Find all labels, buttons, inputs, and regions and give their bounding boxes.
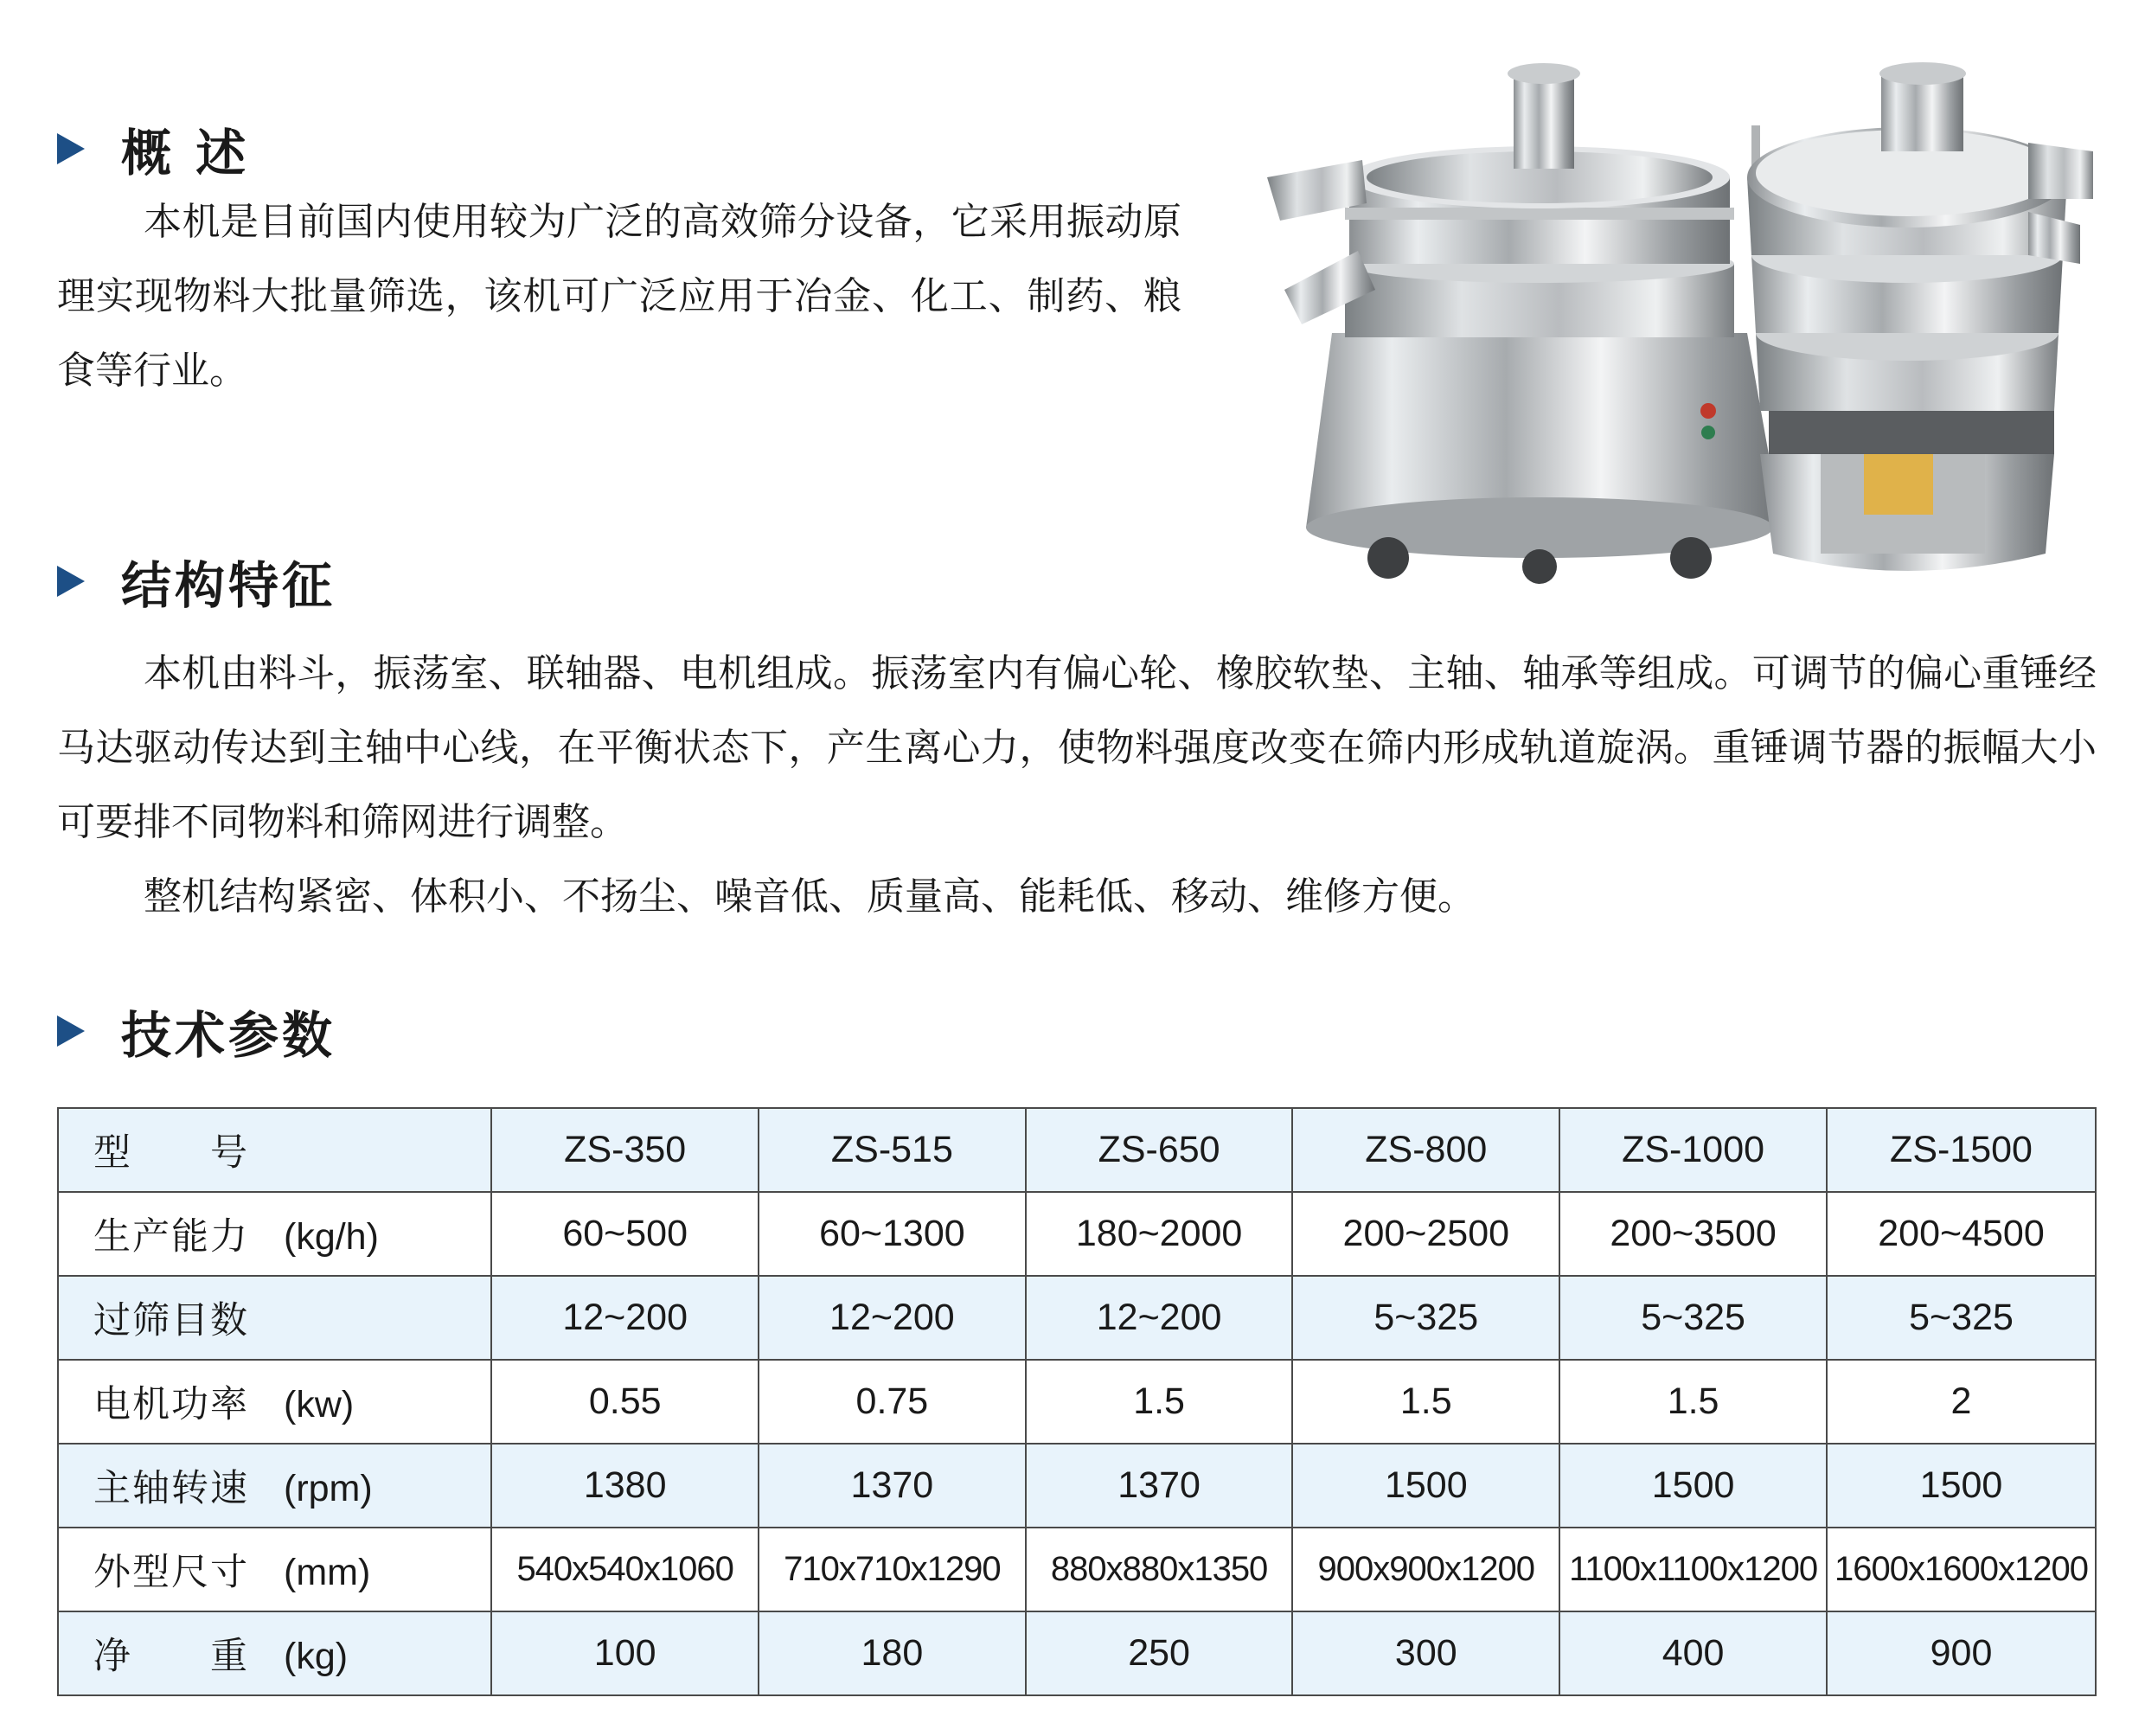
row-label: 外型尺寸 (mm) bbox=[58, 1528, 491, 1611]
table-cell: ZS-350 bbox=[491, 1108, 759, 1192]
overview-heading bbox=[57, 112, 249, 185]
table-cell: 12~200 bbox=[759, 1276, 1026, 1360]
table-cell: 100 bbox=[491, 1611, 759, 1695]
structure-heading bbox=[57, 545, 336, 618]
triangle-bullet-icon bbox=[57, 133, 85, 164]
table-cell: 200~4500 bbox=[1827, 1192, 2096, 1276]
table-cell: 200~2500 bbox=[1292, 1192, 1559, 1276]
row-label: 电机功率 (kw) bbox=[58, 1360, 491, 1444]
table-cell: ZS-800 bbox=[1292, 1108, 1559, 1192]
table-cell: 200~3500 bbox=[1559, 1192, 1827, 1276]
row-label: 型 号 bbox=[58, 1108, 491, 1192]
specs-table bbox=[57, 1107, 2097, 1696]
structure-paragraph-1: 本机由料斗，振荡室、联轴器、电机组成。振荡室内有偏心轮、橡胶软垫、主轴、轴承等组成。可调节的偏心重锤经马达驱动传达到主轴中心线，在平衡状态下，产生离心力，使物料强度改变在筛内形成轨道旋涡。重锤调节器的振幅大小可要排不同物料和筛网进行调整。 bbox=[57, 651, 2097, 844]
table-cell: 1.5 bbox=[1559, 1360, 1827, 1444]
product-photos bbox=[1267, 48, 2102, 601]
table-cell: 1600x1600x1200 bbox=[1827, 1528, 2096, 1611]
structure-heading-text: 结构特征 bbox=[121, 556, 336, 615]
table-cell: ZS-515 bbox=[759, 1108, 1026, 1192]
table-cell: 710x710x1290 bbox=[759, 1528, 1026, 1611]
overview-paragraph: 本机是目前国内使用较为广泛的高效筛分设备，它采用振动原理实现物料大批量筛选，该机可广泛应用于冶金、化工、制药、粮食等行业。 bbox=[57, 200, 1181, 393]
table-cell: 1500 bbox=[1292, 1444, 1559, 1528]
table-cell: 5~325 bbox=[1559, 1276, 1827, 1360]
table-row-model bbox=[58, 1108, 2096, 1192]
table-cell: 1.5 bbox=[1292, 1360, 1559, 1444]
table-cell: 1500 bbox=[1559, 1444, 1827, 1528]
table-cell: 180 bbox=[759, 1611, 1026, 1695]
table-cell: ZS-1000 bbox=[1559, 1108, 1827, 1192]
row-label: 净 重 (kg) bbox=[58, 1611, 491, 1695]
row-label: 主轴转速 (rpm) bbox=[58, 1444, 491, 1528]
table-cell: 880x880x1350 bbox=[1026, 1528, 1293, 1611]
table-cell: 5~325 bbox=[1292, 1276, 1559, 1360]
sieve-machine-left-image bbox=[1267, 63, 1782, 584]
row-label: 过筛目数 bbox=[58, 1276, 491, 1360]
table-cell: ZS-1500 bbox=[1827, 1108, 2096, 1192]
table-cell: 0.55 bbox=[491, 1360, 759, 1444]
table-cell: 0.75 bbox=[759, 1360, 1026, 1444]
table-cell: 180~2000 bbox=[1026, 1192, 1293, 1276]
overview-heading-text: 概 述 bbox=[121, 124, 250, 183]
table-cell: 900 bbox=[1827, 1611, 2096, 1695]
table-cell: 540x540x1060 bbox=[491, 1528, 759, 1611]
table-cell: 12~200 bbox=[491, 1276, 759, 1360]
table-cell: 12~200 bbox=[1026, 1276, 1293, 1360]
table-cell: 5~325 bbox=[1827, 1276, 2096, 1360]
table-cell: 60~500 bbox=[491, 1192, 759, 1276]
sieve-machine-right-image bbox=[1747, 62, 2093, 571]
table-cell: 1370 bbox=[1026, 1444, 1293, 1528]
table-row-capacity bbox=[58, 1192, 2096, 1276]
structure-paragraph-2: 整机结构紧密、体积小、不扬尘、噪音低、质量高、能耗低、移动、维修方便。 bbox=[144, 874, 1476, 919]
table-row-mesh bbox=[58, 1276, 2096, 1360]
table-cell: 1380 bbox=[491, 1444, 759, 1528]
table-cell: 900x900x1200 bbox=[1292, 1528, 1559, 1611]
table-cell: 250 bbox=[1026, 1611, 1293, 1695]
triangle-bullet-icon bbox=[57, 566, 85, 597]
table-cell: 2 bbox=[1827, 1360, 2096, 1444]
triangle-bullet-icon bbox=[57, 1015, 85, 1047]
row-label: 生产能力 (kg/h) bbox=[58, 1192, 491, 1276]
table-cell: ZS-650 bbox=[1026, 1108, 1293, 1192]
table-cell: 1500 bbox=[1827, 1444, 2096, 1528]
table-cell: 60~1300 bbox=[759, 1192, 1026, 1276]
table-row-weight bbox=[58, 1611, 2096, 1695]
table-cell: 1100x1100x1200 bbox=[1559, 1528, 1827, 1611]
specs-heading bbox=[57, 995, 336, 1067]
table-cell: 1.5 bbox=[1026, 1360, 1293, 1444]
table-row-speed bbox=[58, 1444, 2096, 1528]
specs-heading-text: 技术参数 bbox=[121, 1006, 336, 1065]
table-cell: 300 bbox=[1292, 1611, 1559, 1695]
table-row-power bbox=[58, 1360, 2096, 1444]
table-cell: 400 bbox=[1559, 1611, 1827, 1695]
table-cell: 1370 bbox=[759, 1444, 1026, 1528]
table-row-dimensions bbox=[58, 1528, 2096, 1611]
